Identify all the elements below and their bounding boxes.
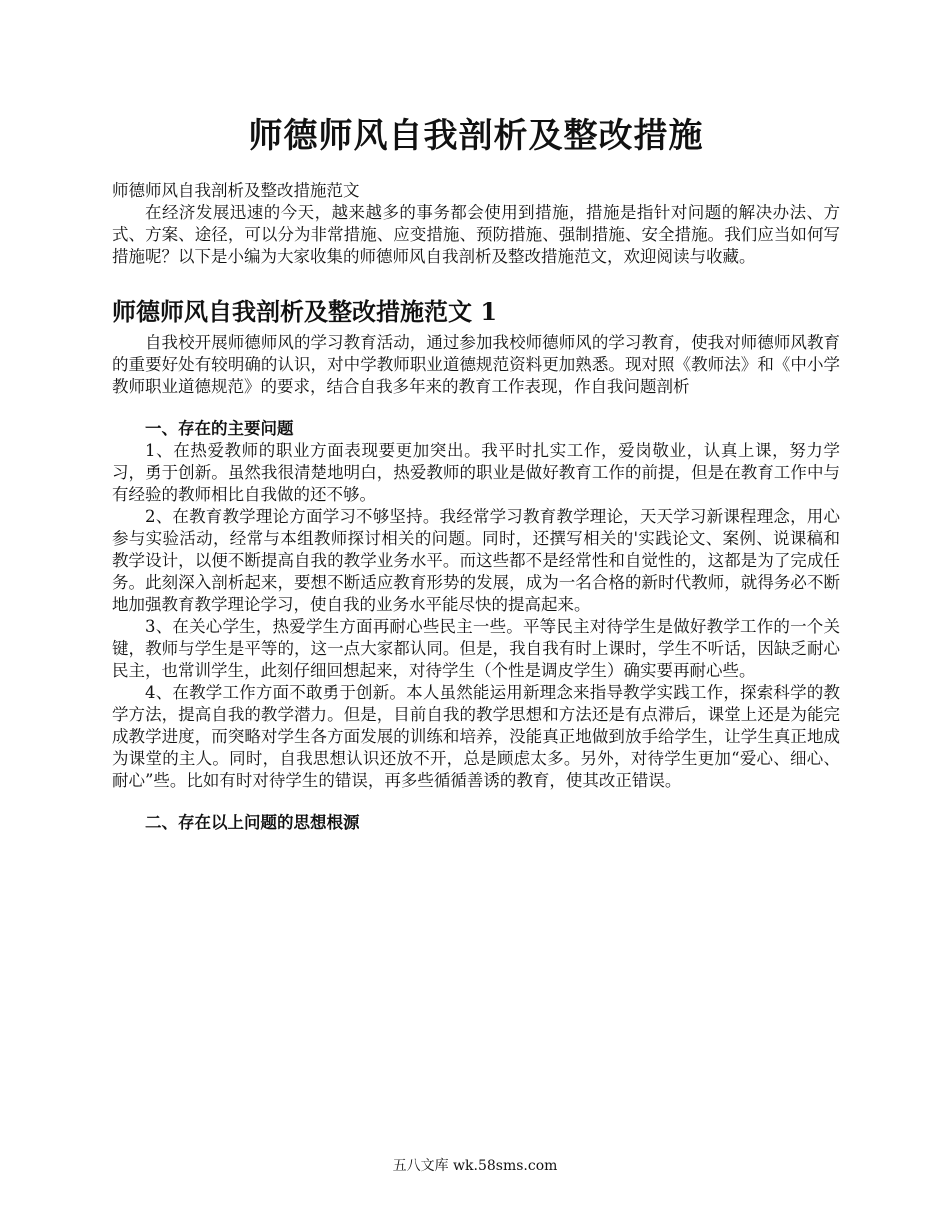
document-subtitle: 师德师风自我剖析及整改措施范文 (112, 181, 360, 200)
section-opening-paragraph: 自我校开展师德师风的学习教育活动，通过参加我校师德师风的学习教育，使我对师德师风教育的重要好处有较明确的认识，对中学教师职业道德规范资料更加熟悉。现对照《教师法》和《中小学教师职业道德规范》的要求，结合自我多年来的教育工作表现，作自我问题剖析 (112, 333, 840, 396)
problem-item-2: 2、在教育教学理论方面学习不够坚持。我经常学习教育教学理论，天天学习新课程理念，用心参与实验活动，经常与本组教师探讨相关的问题。同时，还撰写相关的'实践论文、案例、说课稿和教学设计，以便不断提高自我的教学业务水平。而这些都不是经常性和自觉性的，这都是为了完成任务。此刻深入剖析起来，要想不断适应教育形势的发展，成为一名合格的新时代教师，就得务必不断地加强教育教学理论学习，使自我的业务水平能尽快的提高起来。 (112, 507, 840, 614)
problem-item-4: 4、在教学工作方面不敢勇于创新。本人虽然能运用新理念来指导教学实践工作，探索科学的教学方法，提高自我的教学潜力。但是，目前自我的教学思想和方法还是有点滞后，课堂上还是为能完成教学进度，而突略对学生各方面发展的训练和培养，没能真正地做到放手给学生，让学生真正地成为课堂的主人。同时，自我思想认识还放不开，总是顾虑太多。另外，对待学生更加“爱心、细心、耐心”些。比如有时对待学生的错误，再多些循循善诱的教育，使其改正错误。 (112, 683, 840, 790)
problem-item-1: 1、在热爱教师的职业方面表现要更加突出。我平时扎实工作，爱岗敬业，认真上课，努力学习，勇于创新。虽然我很清楚地明白，热爱教师的职业是做好教育工作的前提，但是在教育工作中与有经验的教师相比自我做的还不够。 (112, 441, 840, 504)
intro-paragraph: 在经济发展迅速的今天，越来越多的事务都会使用到措施，措施是指针对问题的解决办法、方式、方案、途径，可以分为非常措施、应变措施、预防措施、强制措施、安全措施。我们应当如何写措施呢？以下是小编为大家收集的师德师风自我剖析及整改措施范文，欢迎阅读与收藏。 (112, 203, 840, 266)
document-title: 师德师风自我剖析及整改措施 (248, 116, 704, 156)
document-page (112, 112, 840, 834)
section-heading: 师德师风自我剖析及整改措施范文 1 (112, 297, 498, 326)
footer-watermark: 五八文库 wk.58sms.com (392, 1158, 558, 1174)
subheading-root-causes: 二、存在以上问题的思想根源 (145, 813, 360, 832)
subheading-main-problems: 一、存在的主要问题 (145, 419, 294, 438)
problem-item-3: 3、在关心学生，热爱学生方面再耐心些民主一些。平等民主对待学生是做好教学工作的一个关键，教师与学生是平等的，这一点大家都认同。但是，我自我有时上课时，学生不听话，因缺乏耐心民主，也常训学生，此刻仔细回想起来，对待学生（个性是调皮学生）确实要再耐心些。 (112, 617, 840, 680)
